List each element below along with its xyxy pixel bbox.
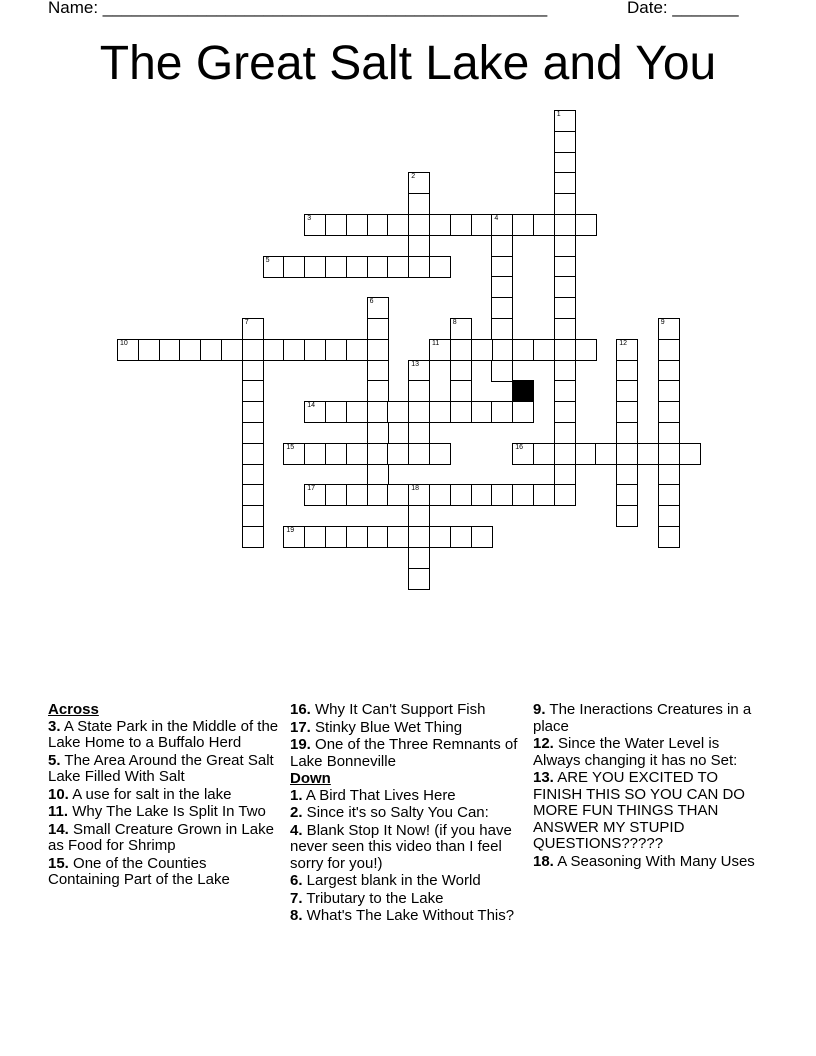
clue-item-number: 14. [48, 820, 69, 838]
grid-cell[interactable] [346, 339, 368, 361]
grid-cell[interactable] [117, 339, 139, 361]
grid-cell[interactable] [491, 214, 513, 236]
clue-number: 7 [244, 319, 249, 326]
grid-cell[interactable] [242, 401, 264, 423]
grid-cell[interactable] [408, 443, 430, 465]
grid-cell[interactable] [450, 318, 472, 340]
clue-item-text: A use for salt in the lake [68, 785, 232, 803]
grid-cell[interactable] [346, 443, 368, 465]
grid-cell[interactable] [325, 484, 347, 506]
clue-number: 12 [619, 339, 627, 347]
grid-cell[interactable] [554, 235, 576, 257]
clue-item [290, 737, 522, 770]
clue-item-number: 5. [48, 751, 61, 769]
clue-item-text: ARE YOU EXCITED TO FINISH THIS SO YOU CAN DO MORE FUN THINGS THAN ANSWER MY STUPID QUESTIONS????? [533, 769, 745, 852]
clue-item-text: The Area Around the Great Salt Lake Filled With Salt [48, 751, 274, 785]
clue-item [290, 908, 522, 925]
grid-cell[interactable] [554, 172, 576, 194]
grid-cell[interactable] [471, 526, 493, 548]
grid-cell[interactable] [367, 256, 389, 278]
grid-cell[interactable] [429, 484, 451, 506]
grid-cell[interactable] [616, 443, 638, 465]
grid-cell[interactable] [533, 443, 555, 465]
grid-cell[interactable] [429, 443, 451, 465]
grid-cell[interactable] [658, 339, 680, 361]
date-field-label: Date: _______ [627, 0, 739, 17]
grid-cell[interactable] [242, 526, 264, 548]
grid-cell[interactable] [554, 152, 576, 174]
grid-cell[interactable] [575, 339, 597, 361]
grid-cell[interactable] [554, 339, 576, 361]
clue-item-number: 3. [48, 717, 61, 735]
clue-item [533, 770, 765, 853]
grid-cell[interactable] [367, 484, 389, 506]
grid-cell[interactable] [408, 401, 430, 423]
clue-item-text: Since it's so Salty You Can: [302, 804, 489, 821]
grid-cell[interactable] [658, 422, 680, 444]
grid-cell[interactable] [367, 401, 389, 423]
clue-item-text: A State Park in the Middle of the Lake Home to a Buffalo Herd [48, 717, 279, 751]
grid-cell[interactable] [346, 256, 368, 278]
clue-item-text: Tributary to the Lake [302, 889, 444, 907]
clue-number: 10 [120, 339, 128, 347]
grid-cell[interactable] [283, 339, 305, 361]
grid-cell[interactable] [367, 360, 389, 382]
clue-item [533, 702, 765, 735]
grid-cell[interactable] [616, 401, 638, 423]
clue-item-text: Stinky Blue Wet Thing [310, 718, 463, 736]
grid-cell[interactable] [616, 422, 638, 444]
grid-cell[interactable] [283, 443, 305, 465]
clue-item-number: 4. [290, 821, 303, 839]
clue-item-text: Largest blank in the World [302, 872, 481, 889]
grid-cell[interactable] [658, 380, 680, 402]
grid-cell[interactable] [346, 526, 368, 548]
grid-cell[interactable] [491, 276, 513, 298]
clue-item-number: 18. [533, 852, 554, 870]
grid-cell[interactable] [367, 443, 389, 465]
grid-cell[interactable] [471, 401, 493, 423]
grid-cell[interactable] [450, 401, 472, 423]
grid-cell[interactable] [491, 297, 513, 319]
grid-cell[interactable] [387, 526, 409, 548]
grid-cell[interactable] [325, 256, 347, 278]
grid-cell[interactable] [304, 401, 326, 423]
clue-number: 3 [307, 215, 312, 222]
grid-cell[interactable] [429, 256, 451, 278]
clue-item [290, 805, 522, 822]
clue-column-1 [48, 702, 280, 890]
grid-cell[interactable] [429, 339, 451, 361]
grid-cell[interactable] [304, 443, 326, 465]
clue-item [290, 702, 522, 719]
grid-cell[interactable] [471, 484, 493, 506]
clue-item-text: The Ineractions Creatures in a place [533, 701, 752, 735]
grid-cell[interactable] [429, 526, 451, 548]
grid-cell[interactable] [387, 214, 409, 236]
grid-cell[interactable] [512, 214, 534, 236]
grid-cell[interactable] [491, 401, 513, 423]
grid-cell[interactable] [304, 256, 326, 278]
grid-cell[interactable] [616, 484, 638, 506]
clue-item-text: A Seasoning With Many Uses [553, 852, 755, 870]
grid-cell[interactable] [512, 443, 534, 465]
grid-cell[interactable] [387, 256, 409, 278]
grid-cell[interactable] [471, 339, 493, 361]
grid-cell[interactable] [408, 505, 430, 527]
grid-cell[interactable] [283, 256, 305, 278]
grid-cell[interactable] [325, 526, 347, 548]
clue-section-heading: Across [48, 701, 99, 718]
grid-cell[interactable] [367, 422, 389, 444]
grid-cell[interactable] [408, 172, 430, 194]
grid-cell[interactable] [221, 339, 243, 361]
grid-cell[interactable] [491, 318, 513, 340]
grid-cell[interactable] [325, 339, 347, 361]
clue-number: 18 [411, 485, 419, 493]
grid-cell[interactable] [408, 568, 430, 590]
grid-cell[interactable] [242, 464, 264, 486]
clue-item-number: 17. [290, 718, 311, 736]
clue-item [48, 804, 280, 821]
grid-cell[interactable] [242, 360, 264, 382]
grid-cell[interactable] [658, 505, 680, 527]
grid-cell[interactable] [325, 401, 347, 423]
grid-cell[interactable] [346, 484, 368, 506]
grid-cell[interactable] [658, 318, 680, 340]
grid-cell[interactable] [263, 339, 285, 361]
clue-item-text: Why It Can't Support Fish [310, 701, 486, 718]
clue-item-text: What's The Lake Without This? [302, 907, 515, 924]
grid-cell[interactable] [679, 443, 701, 465]
grid-cell[interactable] [367, 318, 389, 340]
grid-cell[interactable] [533, 214, 555, 236]
clue-item [48, 753, 280, 786]
grid-cell[interactable] [242, 318, 264, 340]
grid-cell[interactable] [658, 464, 680, 486]
clue-number: 13 [411, 360, 419, 368]
grid-cell[interactable] [346, 214, 368, 236]
grid-cell[interactable] [408, 235, 430, 257]
grid-cell[interactable] [367, 297, 389, 319]
grid-cell[interactable] [554, 464, 576, 486]
grid-cell[interactable] [554, 131, 576, 153]
clue-item-text: A Bird That Lives Here [302, 786, 456, 804]
grid-cell[interactable] [387, 443, 409, 465]
grid-cell[interactable] [554, 214, 576, 236]
grid-cell[interactable] [450, 360, 472, 382]
grid-cell[interactable] [554, 297, 576, 319]
grid-cell[interactable] [554, 110, 576, 132]
clue-item-text: Blank Stop It Now! (if you have never seen this video than I feel sorry for you!) [290, 821, 512, 872]
grid-cell[interactable] [387, 401, 409, 423]
clue-number: 16 [515, 443, 523, 451]
clue-item-number: 11. [48, 803, 69, 820]
clue-column-3 [533, 702, 765, 871]
grid-cell[interactable] [367, 380, 389, 402]
clue-item-number: 8. [290, 907, 303, 924]
clue-number: 14 [307, 402, 315, 410]
clue-item [48, 856, 280, 889]
grid-cell[interactable] [554, 380, 576, 402]
clue-number: 11 [432, 339, 440, 347]
clue-item-number: 6. [290, 872, 303, 889]
grid-cell[interactable] [367, 214, 389, 236]
grid-cell[interactable] [242, 339, 264, 361]
grid-cell[interactable] [367, 464, 389, 486]
clue-item-number: 16. [290, 701, 311, 718]
clue-number: 5 [265, 256, 270, 264]
grid-cell[interactable] [408, 193, 430, 215]
clue-item [290, 823, 522, 873]
grid-cell[interactable] [263, 256, 285, 278]
grid-cell[interactable] [408, 422, 430, 444]
grid-cell[interactable] [554, 443, 576, 465]
clue-item-text: One of the Counties Containing Part of the Lake [48, 854, 230, 888]
name-field-label: Name: _______________________________________________ [48, 0, 548, 17]
grid-cell[interactable] [159, 339, 181, 361]
grid-cell[interactable] [491, 256, 513, 278]
clue-item-number: 19. [290, 736, 311, 753]
clue-number: 19 [286, 527, 295, 534]
clue-item [533, 854, 765, 871]
grid-cell[interactable] [408, 256, 430, 278]
grid-cell[interactable] [512, 401, 534, 423]
grid-cell[interactable] [616, 360, 638, 382]
grid-cell[interactable] [575, 443, 597, 465]
grid-cell[interactable] [491, 339, 513, 361]
clue-item-text: One of the Three Remnants of Lake Bonneville [290, 736, 518, 770]
clue-number: 4 [494, 215, 499, 222]
grid-cell[interactable] [658, 401, 680, 423]
clue-item-text: Small Creature Grown in Lake as Food for Shrimp [48, 820, 274, 854]
grid-cell[interactable] [450, 214, 472, 236]
grid-cell[interactable] [512, 484, 534, 506]
clue-item-number: 13. [533, 769, 554, 786]
grid-cell[interactable] [304, 526, 326, 548]
grid-cell[interactable] [658, 443, 680, 465]
clue-item [290, 720, 522, 737]
clue-number: 15 [286, 443, 295, 451]
grid-cell[interactable] [408, 547, 430, 569]
grid-cell[interactable] [242, 422, 264, 444]
grid-cell[interactable] [595, 443, 617, 465]
grid-cell[interactable] [325, 214, 347, 236]
clue-number: 17 [307, 485, 315, 493]
grid-cell[interactable] [637, 443, 659, 465]
clue-number: 8 [452, 319, 457, 326]
clue-item-number: 10. [48, 785, 69, 803]
page-title: The Great Salt Lake and You [99, 37, 717, 90]
grid-cell[interactable] [408, 484, 430, 506]
grid-cell[interactable] [325, 443, 347, 465]
clue-item [48, 787, 280, 804]
clue-section-heading: Down [290, 770, 331, 787]
grid-cell[interactable] [450, 339, 472, 361]
clue-item [290, 873, 522, 890]
grid-cell[interactable] [408, 526, 430, 548]
grid-cell[interactable] [616, 380, 638, 402]
clue-item-number: 2. [290, 804, 303, 821]
grid-cell[interactable] [242, 484, 264, 506]
clue-item-number: 9. [533, 701, 546, 718]
grid-cell[interactable] [304, 484, 326, 506]
black-square [512, 380, 534, 402]
grid-cell[interactable] [554, 484, 576, 506]
clue-column-2 [290, 702, 522, 926]
grid-cell[interactable] [658, 360, 680, 382]
grid-cell[interactable] [408, 360, 430, 382]
grid-cell[interactable] [450, 526, 472, 548]
grid-cell[interactable] [179, 339, 201, 361]
grid-cell[interactable] [658, 526, 680, 548]
clue-item-text: Why The Lake Is Split In Two [68, 803, 266, 820]
grid-cell[interactable] [616, 505, 638, 527]
grid-cell[interactable] [616, 464, 638, 486]
grid-cell[interactable] [554, 422, 576, 444]
grid-cell[interactable] [367, 339, 389, 361]
clue-item-number: 7. [290, 889, 303, 907]
grid-cell[interactable] [242, 380, 264, 402]
grid-cell[interactable] [554, 256, 576, 278]
grid-cell[interactable] [450, 484, 472, 506]
clue-item [48, 719, 280, 752]
grid-cell[interactable] [367, 526, 389, 548]
grid-cell[interactable] [533, 484, 555, 506]
clue-item [48, 822, 280, 855]
grid-cell[interactable] [554, 360, 576, 382]
grid-cell[interactable] [658, 484, 680, 506]
grid-cell[interactable] [554, 193, 576, 215]
grid-cell[interactable] [616, 339, 638, 361]
grid-cell[interactable] [554, 276, 576, 298]
clue-item-text: Since the Water Level is Always changing it has no Set: [533, 735, 738, 769]
clue-item [533, 736, 765, 769]
grid-cell[interactable] [575, 214, 597, 236]
clue-item [290, 788, 522, 805]
grid-cell[interactable] [512, 339, 534, 361]
grid-cell[interactable] [429, 214, 451, 236]
grid-cell[interactable] [242, 505, 264, 527]
grid-cell[interactable] [491, 484, 513, 506]
grid-cell[interactable] [200, 339, 222, 361]
grid-cell[interactable] [554, 401, 576, 423]
grid-cell[interactable] [304, 214, 326, 236]
grid-cell[interactable] [408, 380, 430, 402]
clue-number: 1 [556, 111, 561, 118]
grid-cell[interactable] [491, 235, 513, 257]
grid-cell[interactable] [471, 214, 493, 236]
clue-item-number: 15. [48, 854, 69, 872]
clue-number: 9 [660, 319, 665, 326]
grid-cell[interactable] [387, 484, 409, 506]
grid-cell[interactable] [429, 401, 451, 423]
grid-cell[interactable] [450, 380, 472, 402]
clue-number: 6 [369, 298, 374, 306]
grid-cell[interactable] [408, 214, 430, 236]
grid-cell[interactable] [554, 318, 576, 340]
grid-cell[interactable] [346, 401, 368, 423]
grid-cell[interactable] [533, 339, 555, 361]
grid-cell[interactable] [304, 339, 326, 361]
clue-item [290, 891, 522, 908]
grid-cell[interactable] [491, 360, 513, 382]
grid-cell[interactable] [283, 526, 305, 548]
clue-item-number: 1. [290, 786, 303, 804]
grid-cell[interactable] [138, 339, 160, 361]
grid-cell[interactable] [242, 443, 264, 465]
clue-item-number: 12. [533, 735, 554, 752]
clue-number: 2 [411, 173, 416, 181]
